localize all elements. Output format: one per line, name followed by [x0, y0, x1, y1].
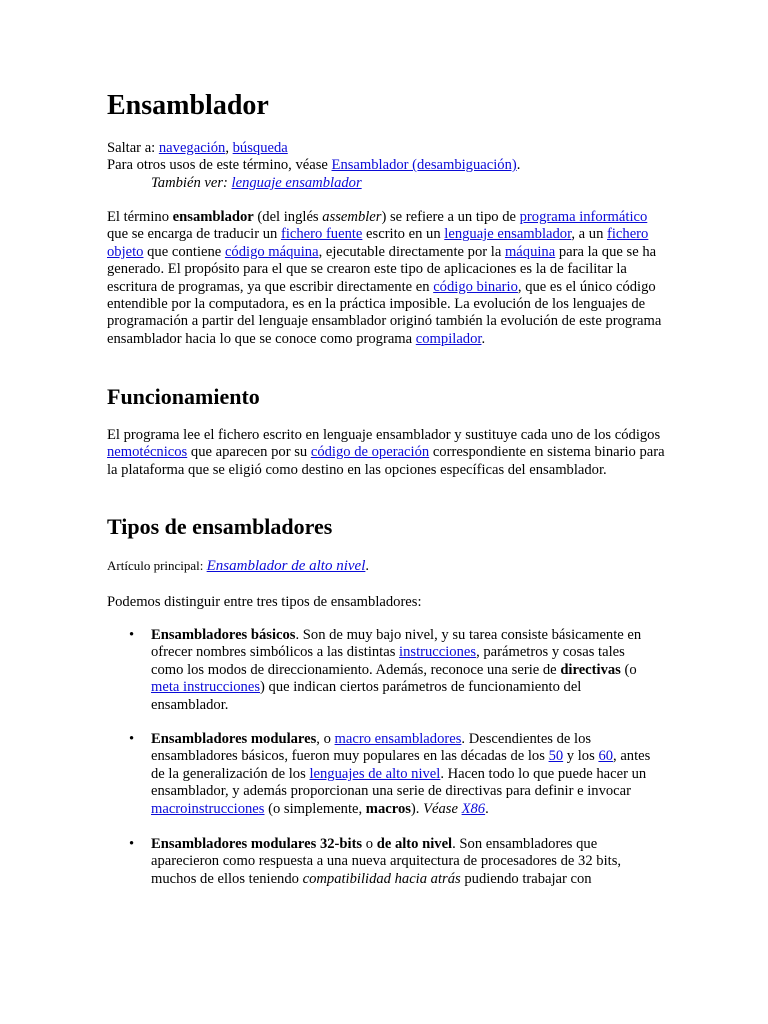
main-article-note — [107, 557, 667, 575]
text: que se encarga de traducir un — [107, 226, 281, 243]
navigation-link[interactable]: navegación — [158, 140, 226, 156]
funcionamiento-paragraph — [107, 427, 667, 479]
text: (o simplemente, — [264, 800, 366, 817]
bold-term: Ensambladores básicos — [151, 627, 296, 643]
opcode-link[interactable]: código de operación — [310, 444, 430, 461]
binary-code-link[interactable]: código binario — [433, 278, 518, 295]
see-also-label: También ver: — [151, 175, 232, 191]
instructions-link[interactable]: instrucciones — [399, 644, 477, 661]
text: (del inglés — [253, 209, 323, 225]
program-link[interactable]: programa informático — [519, 209, 648, 225]
x86-link[interactable]: X86 — [461, 800, 486, 817]
high-level-languages-link[interactable]: lenguajes de alto nivel — [309, 765, 441, 782]
text: , a un — [571, 226, 608, 243]
text: , antes de la generalización de los — [151, 748, 651, 782]
compiler-link[interactable]: compilador — [415, 330, 482, 347]
jump-to-nav — [107, 140, 667, 157]
types-lead: Podemos distinguir entre tres tipos de ensambladores: — [107, 594, 422, 610]
text: para la que se ha generado. El propósito para el que se crearon este tipo de aplicaciones es la de facilitar la escritura de programas, ya que escribir directamente en — [107, 243, 657, 295]
bold-term: directivas — [560, 661, 621, 678]
page-title: Ensamblador — [107, 90, 269, 121]
bold-term: ensamblador — [172, 209, 254, 225]
section-heading-tipos: Tipos de ensambladores — [107, 514, 333, 539]
text: o — [362, 836, 377, 852]
meta-instructions-link[interactable]: meta instrucciones — [151, 679, 261, 696]
assembly-language-link[interactable]: lenguaje ensamblador — [444, 226, 572, 243]
object-file-link[interactable]: fichero objeto — [107, 226, 649, 260]
mnemonics-link[interactable]: nemotécnicos — [107, 444, 188, 461]
other-uses-note — [107, 157, 667, 174]
assembly-language-link[interactable]: lenguaje ensamblador — [231, 175, 362, 191]
bold-term: de alto nivel — [376, 836, 453, 852]
text: ) que indican ciertos parámetros de funcionamiento del ensamblador. — [151, 679, 582, 713]
text: correspondiente en sistema binario para la plataforma que se eligió como destino en las opciones específicas del ensamblador. — [107, 444, 665, 478]
bold-term: Ensambladores modulares — [151, 731, 317, 747]
text: . — [481, 330, 486, 347]
bullet: • — [129, 731, 135, 747]
high-level-assembler-link[interactable]: Ensamblador de alto nivel — [206, 558, 366, 574]
section-heading-funcionamiento: Funcionamiento — [107, 384, 260, 409]
machine-link[interactable]: máquina — [504, 243, 556, 260]
text: . Descendientes de los ensambladores básicos, fueron muy populares en las décadas de los — [151, 731, 592, 765]
bullet: • — [129, 627, 135, 643]
text: , o — [316, 731, 335, 747]
text: que aparecen por su — [187, 444, 311, 461]
text: , que es el único código entendible por la computadora, es en la práctica imposible. La evolución de los lenguajes de programación a partir del lenguaje ensamblador originó también la evolución de este programa ensamblador hacia lo que se conoce como programa — [107, 278, 662, 347]
macro-assemblers-link[interactable]: macro ensambladores — [334, 731, 462, 747]
period: . — [516, 157, 521, 173]
see-also-note — [107, 175, 711, 192]
machine-code-link[interactable]: código máquina — [224, 243, 319, 260]
search-link[interactable]: búsqueda — [232, 140, 288, 156]
main-article-label: Artículo principal: — [107, 558, 207, 573]
intro-paragraph — [107, 209, 667, 348]
text: . Son ensambladores que aparecieron como respuesta a una nueva arquitectura de procesadores de 32 bits, muchos de ellos teniendo — [151, 836, 622, 887]
separator: , — [225, 140, 233, 156]
bold-term: Ensambladores modulares 32-bits — [151, 836, 363, 852]
text: . Hacen todo lo que puede hacer un ensamblador, y además proporcionan una serie de directivas para definir e invocar — [151, 765, 647, 800]
text: , parámetros y cosas tales como los modos de direccionamiento. Además, reconoce una serie de — [151, 644, 625, 678]
bullet: • — [129, 836, 135, 852]
text: El programa lee el fichero escrito en lenguaje ensamblador y sustituye cada uno de los códigos — [107, 427, 661, 443]
list-item — [107, 731, 651, 818]
list-item — [107, 836, 651, 888]
text: . — [485, 800, 489, 817]
text: que contiene — [143, 243, 225, 260]
text: y los — [563, 748, 599, 765]
source-file-link[interactable]: fichero fuente — [280, 226, 363, 243]
macroinstructions-link[interactable]: macroinstrucciones — [151, 800, 265, 817]
list-item — [107, 627, 651, 714]
disambiguation-link[interactable]: Ensamblador (desambiguación) — [331, 157, 517, 173]
text: ). — [410, 800, 424, 817]
fifties-link[interactable]: 50 — [548, 748, 564, 765]
italic-term: compatibilidad hacia atrás — [302, 870, 461, 887]
text: El término — [107, 209, 173, 225]
text: ) se refiere a un tipo de — [381, 209, 520, 225]
sixties-link[interactable]: 60 — [598, 748, 614, 765]
italic-term: Véase — [423, 800, 462, 817]
text: . Son de muy bajo nivel, y su tarea consiste básicamente en ofrecer nombres simbólicos a las distintas — [151, 627, 642, 661]
jump-to-label: Saltar a: — [107, 140, 159, 156]
bold-term: macros — [365, 800, 411, 817]
period: . — [365, 558, 370, 574]
text: pudiendo trabajar con — [460, 870, 592, 887]
other-uses-text: Para otros usos de este término, véase — [107, 157, 332, 173]
text: escrito en un — [362, 226, 445, 243]
text: , ejecutable directamente por la — [318, 243, 505, 260]
text: (o — [620, 661, 637, 678]
italic-term: assembler — [322, 209, 382, 225]
